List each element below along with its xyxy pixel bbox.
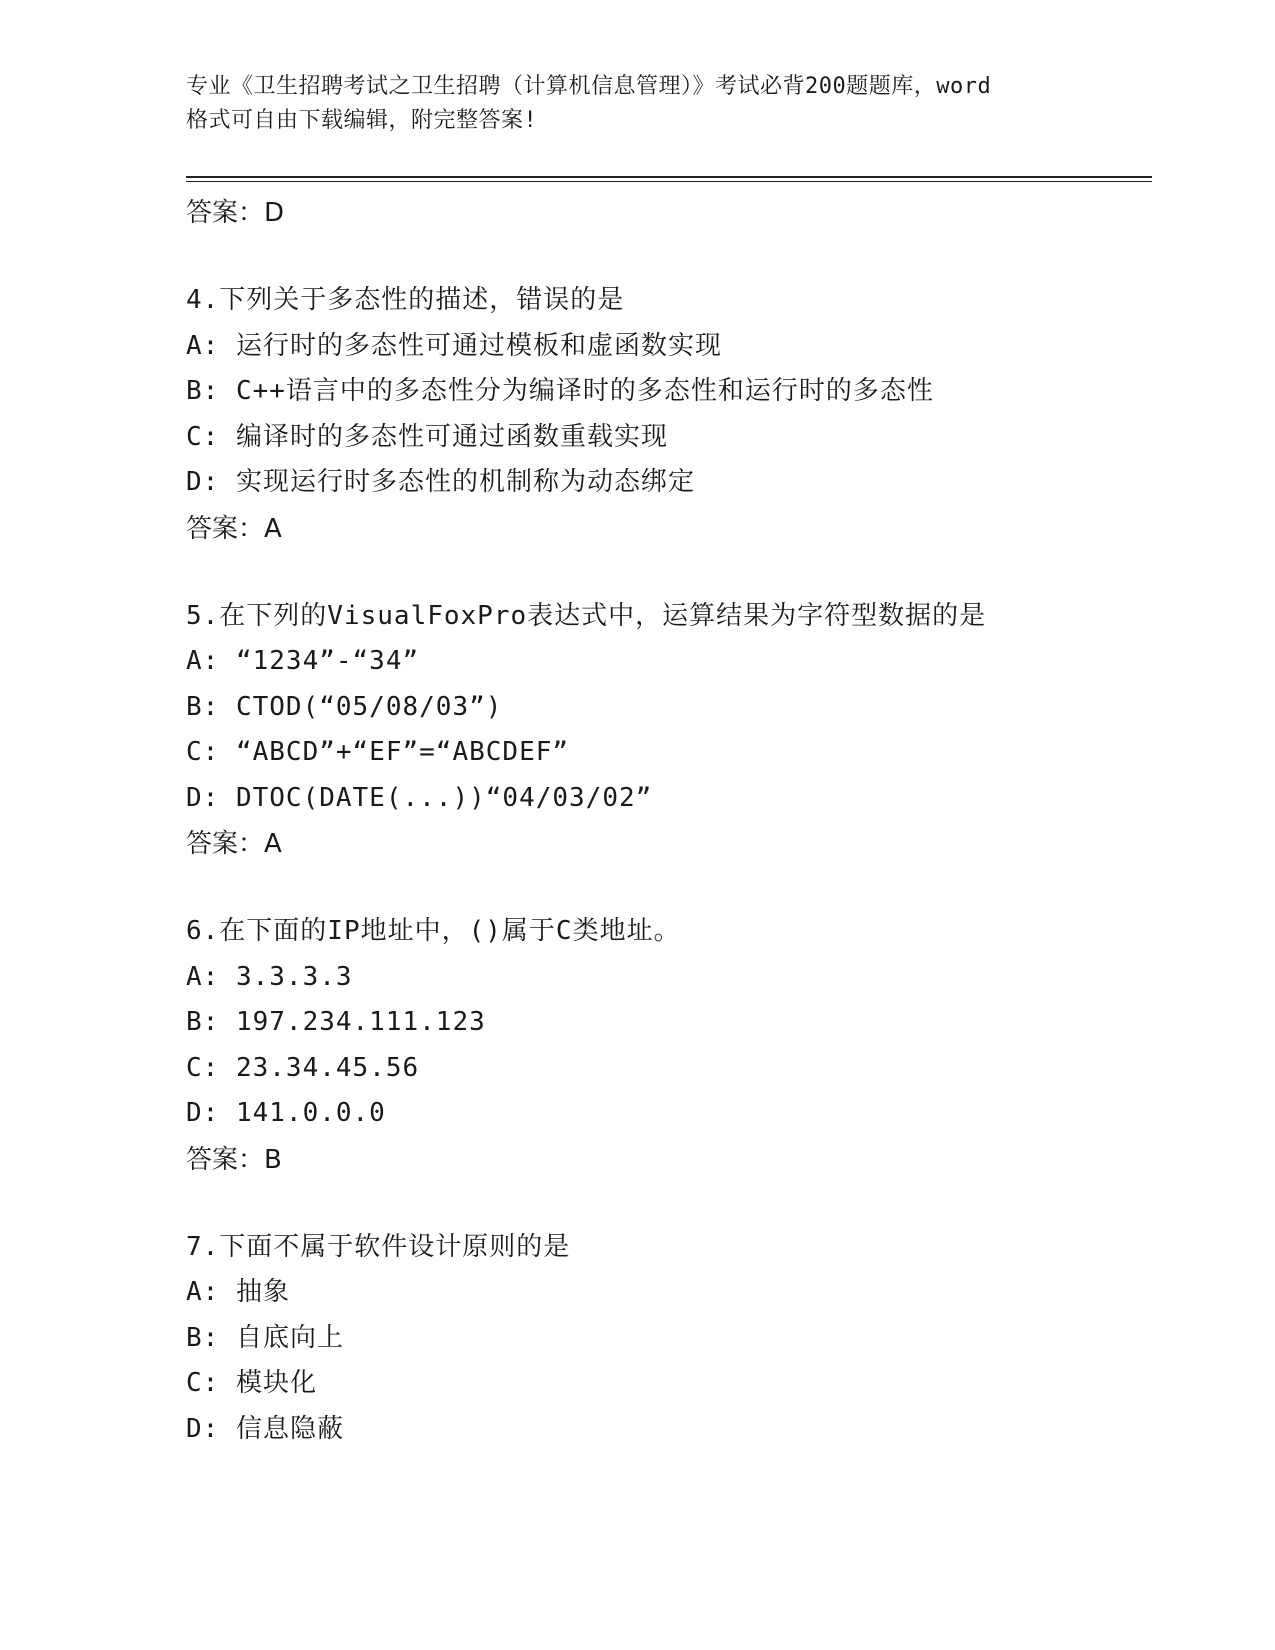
question-text: 4.下列关于多态性的描述，错误的是: [186, 285, 625, 315]
option-d: D: 信息隐蔽: [186, 1413, 344, 1444]
option-a: A: “1234”-“34”: [186, 646, 420, 676]
question-6: [186, 909, 1146, 1183]
option-a: A: 运行时的多态性可通过模板和虚函数实现: [186, 330, 722, 361]
question-5: [186, 594, 1146, 868]
header-divider-thin: [186, 181, 1152, 182]
answer: 答案：B: [186, 1144, 282, 1175]
header-line-1: 专业《卫生招聘考试之卫生招聘（计算机信息管理）》考试必背200题题库，word: [186, 74, 992, 99]
option-d: D: 实现运行时多态性的机制称为动态绑定: [186, 467, 695, 497]
option-d: D: 141.0.0.0: [186, 1098, 386, 1128]
option-b: B: CTOD(“05/08/03”): [186, 691, 503, 722]
question-text: 5.在下列的VisualFoxPro表达式中，运算结果为字符型数据的是: [186, 600, 987, 631]
option-c: C: 23.34.45.56: [186, 1052, 420, 1083]
option-a: A: 3.3.3.3: [186, 961, 353, 992]
question-text: 6.在下面的IP地址中，()属于C类地址。: [186, 916, 681, 946]
option-b: B: 自底向上: [186, 1322, 344, 1353]
header-divider: [186, 176, 1152, 178]
document-page: [186, 70, 1146, 1452]
option-d: D: DTOC(DATE(...))“04/03/02”: [186, 782, 653, 813]
question-4: [186, 278, 1146, 552]
question-7: [186, 1225, 1146, 1453]
option-a: A: 抽象: [186, 1277, 290, 1307]
document-header: [186, 70, 1086, 138]
option-c: C: 编译时的多态性可通过函数重载实现: [186, 421, 668, 452]
option-c: C: 模块化: [186, 1368, 317, 1398]
option-c: C: “ABCD”+“EF”=“ABCDEF”: [186, 737, 570, 767]
header-line-2: 格式可自由下载编辑，附完整答案!: [186, 108, 538, 133]
answer-previous: 答案：D: [186, 198, 285, 228]
option-b: B: 197.234.111.123: [186, 1007, 486, 1037]
option-b: B: C++语言中的多态性分为编译时的多态性和运行时的多态性: [186, 376, 934, 406]
answer: 答案：A: [186, 513, 282, 544]
question-text: 7.下面不属于软件设计原则的是: [186, 1231, 571, 1262]
answer: 答案：A: [186, 829, 282, 859]
